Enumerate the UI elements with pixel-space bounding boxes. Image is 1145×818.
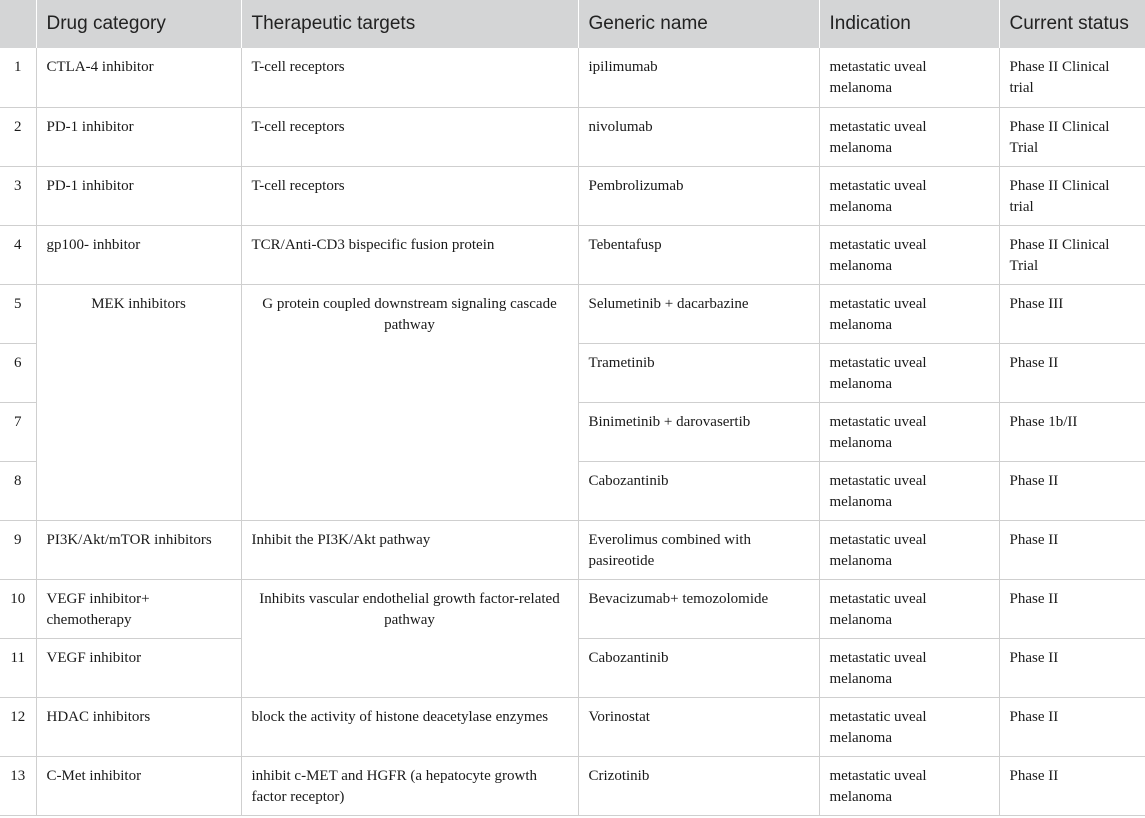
drug-category-cell: PD-1 inhibitor [36, 166, 241, 225]
table-row [0, 697, 1145, 756]
drug-category-cell: CTLA-4 inhibitor [36, 48, 241, 107]
row-number: 1 [0, 48, 36, 107]
indication-cell: metastatic uveal melanoma [819, 225, 999, 284]
status-cell: Phase II [999, 520, 1145, 579]
generic-name-cell: Everolimus combined with pasireotide [578, 520, 819, 579]
status-cell: Phase II Clinical trial [999, 48, 1145, 107]
indication-cell: metastatic uveal melanoma [819, 520, 999, 579]
row-number: 8 [0, 461, 36, 520]
therapeutic-target-cell: Inhibits vascular endothelial growth factor-related pathway [241, 579, 578, 697]
header-drug-category: Drug category [36, 0, 241, 48]
indication-cell: metastatic uveal melanoma [819, 697, 999, 756]
row-number: 2 [0, 107, 36, 166]
status-cell: Phase 1b/II [999, 402, 1145, 461]
generic-name-cell: Vorinostat [578, 697, 819, 756]
row-number: 3 [0, 166, 36, 225]
table-row [0, 756, 1145, 815]
indication-cell: metastatic uveal melanoma [819, 107, 999, 166]
generic-name-cell: nivolumab [578, 107, 819, 166]
indication-cell: metastatic uveal melanoma [819, 343, 999, 402]
indication-cell: metastatic uveal melanoma [819, 402, 999, 461]
drug-category-cell: gp100- inhbitor [36, 225, 241, 284]
generic-name-cell: Crizotinib [578, 756, 819, 815]
therapeutic-target-cell: G protein coupled downstream signaling cascade pathway [241, 284, 578, 520]
table-row [0, 48, 1145, 107]
therapeutic-target-cell: T-cell receptors [241, 107, 578, 166]
status-cell: Phase II [999, 579, 1145, 638]
generic-name-cell: Cabozantinib [578, 638, 819, 697]
generic-name-cell: Selumetinib + dacarbazine [578, 284, 819, 343]
row-number: 13 [0, 756, 36, 815]
row-number: 11 [0, 638, 36, 697]
generic-name-cell: ipilimumab [578, 48, 819, 107]
indication-cell: metastatic uveal melanoma [819, 579, 999, 638]
indication-cell: metastatic uveal melanoma [819, 284, 999, 343]
therapeutic-target-cell: T-cell receptors [241, 166, 578, 225]
therapeutic-target-cell: block the activity of histone deacetylase enzymes [241, 697, 578, 756]
generic-name-cell: Tebentafusp [578, 225, 819, 284]
status-cell: Phase II Clinical Trial [999, 225, 1145, 284]
table-row [0, 284, 1145, 343]
status-cell: Phase II [999, 343, 1145, 402]
indication-cell: metastatic uveal melanoma [819, 756, 999, 815]
generic-name-cell: Cabozantinib [578, 461, 819, 520]
indication-cell: metastatic uveal melanoma [819, 461, 999, 520]
status-cell: Phase II [999, 756, 1145, 815]
indication-cell: metastatic uveal melanoma [819, 638, 999, 697]
table-row [0, 579, 1145, 638]
therapeutic-target-cell: T-cell receptors [241, 48, 578, 107]
table-row [0, 520, 1145, 579]
table-row [0, 225, 1145, 284]
status-cell: Phase II [999, 697, 1145, 756]
drug-category-cell: HDAC inhibitors [36, 697, 241, 756]
row-number: 6 [0, 343, 36, 402]
generic-name-cell: Trametinib [578, 343, 819, 402]
header-current-status: Current status [1009, 13, 1129, 34]
indication-cell: metastatic uveal melanoma [819, 48, 999, 107]
header-indication: Indication [819, 0, 999, 48]
generic-name-cell: Pembrolizumab [578, 166, 819, 225]
therapeutic-target-cell: TCR/Anti-CD3 bispecific fusion protein [241, 225, 578, 284]
drug-category-cell: VEGF inhibitor [36, 638, 241, 697]
row-number: 10 [0, 579, 36, 638]
row-number: 9 [0, 520, 36, 579]
drug-category-cell: PD-1 inhibitor [36, 107, 241, 166]
generic-name-cell: Binimetinib + darovasertib [578, 402, 819, 461]
header-therapeutic-targets: Therapeutic targets [241, 0, 578, 48]
generic-name-cell: Bevacizumab+ temozolomide [578, 579, 819, 638]
header-row [0, 0, 1145, 48]
status-cell: Phase II Clinical Trial [999, 107, 1145, 166]
status-cell: Phase III [999, 284, 1145, 343]
status-cell: Phase II [999, 461, 1145, 520]
row-number: 4 [0, 225, 36, 284]
status-cell: Phase II [999, 638, 1145, 697]
row-number: 5 [0, 284, 36, 343]
table-row [0, 166, 1145, 225]
row-number: 7 [0, 402, 36, 461]
drug-category-cell: MEK inhibitors [36, 284, 241, 520]
header-index [0, 0, 36, 48]
therapeutic-target-cell: inhibit c-MET and HGFR (a hepatocyte growth factor receptor) [241, 756, 578, 815]
header-generic-name: Generic name [578, 0, 819, 48]
table-row [0, 107, 1145, 166]
drug-category-cell: C-Met inhibitor [36, 756, 241, 815]
indication-cell: metastatic uveal melanoma [819, 166, 999, 225]
status-cell: Phase II Clinical trial [999, 166, 1145, 225]
drug-category-cell: VEGF inhibitor+ chemotherapy [36, 579, 241, 638]
row-number: 12 [0, 697, 36, 756]
drug-category-cell: PI3K/Akt/mTOR inhibitors [36, 520, 241, 579]
therapeutic-target-cell: Inhibit the PI3K/Akt pathway [241, 520, 578, 579]
